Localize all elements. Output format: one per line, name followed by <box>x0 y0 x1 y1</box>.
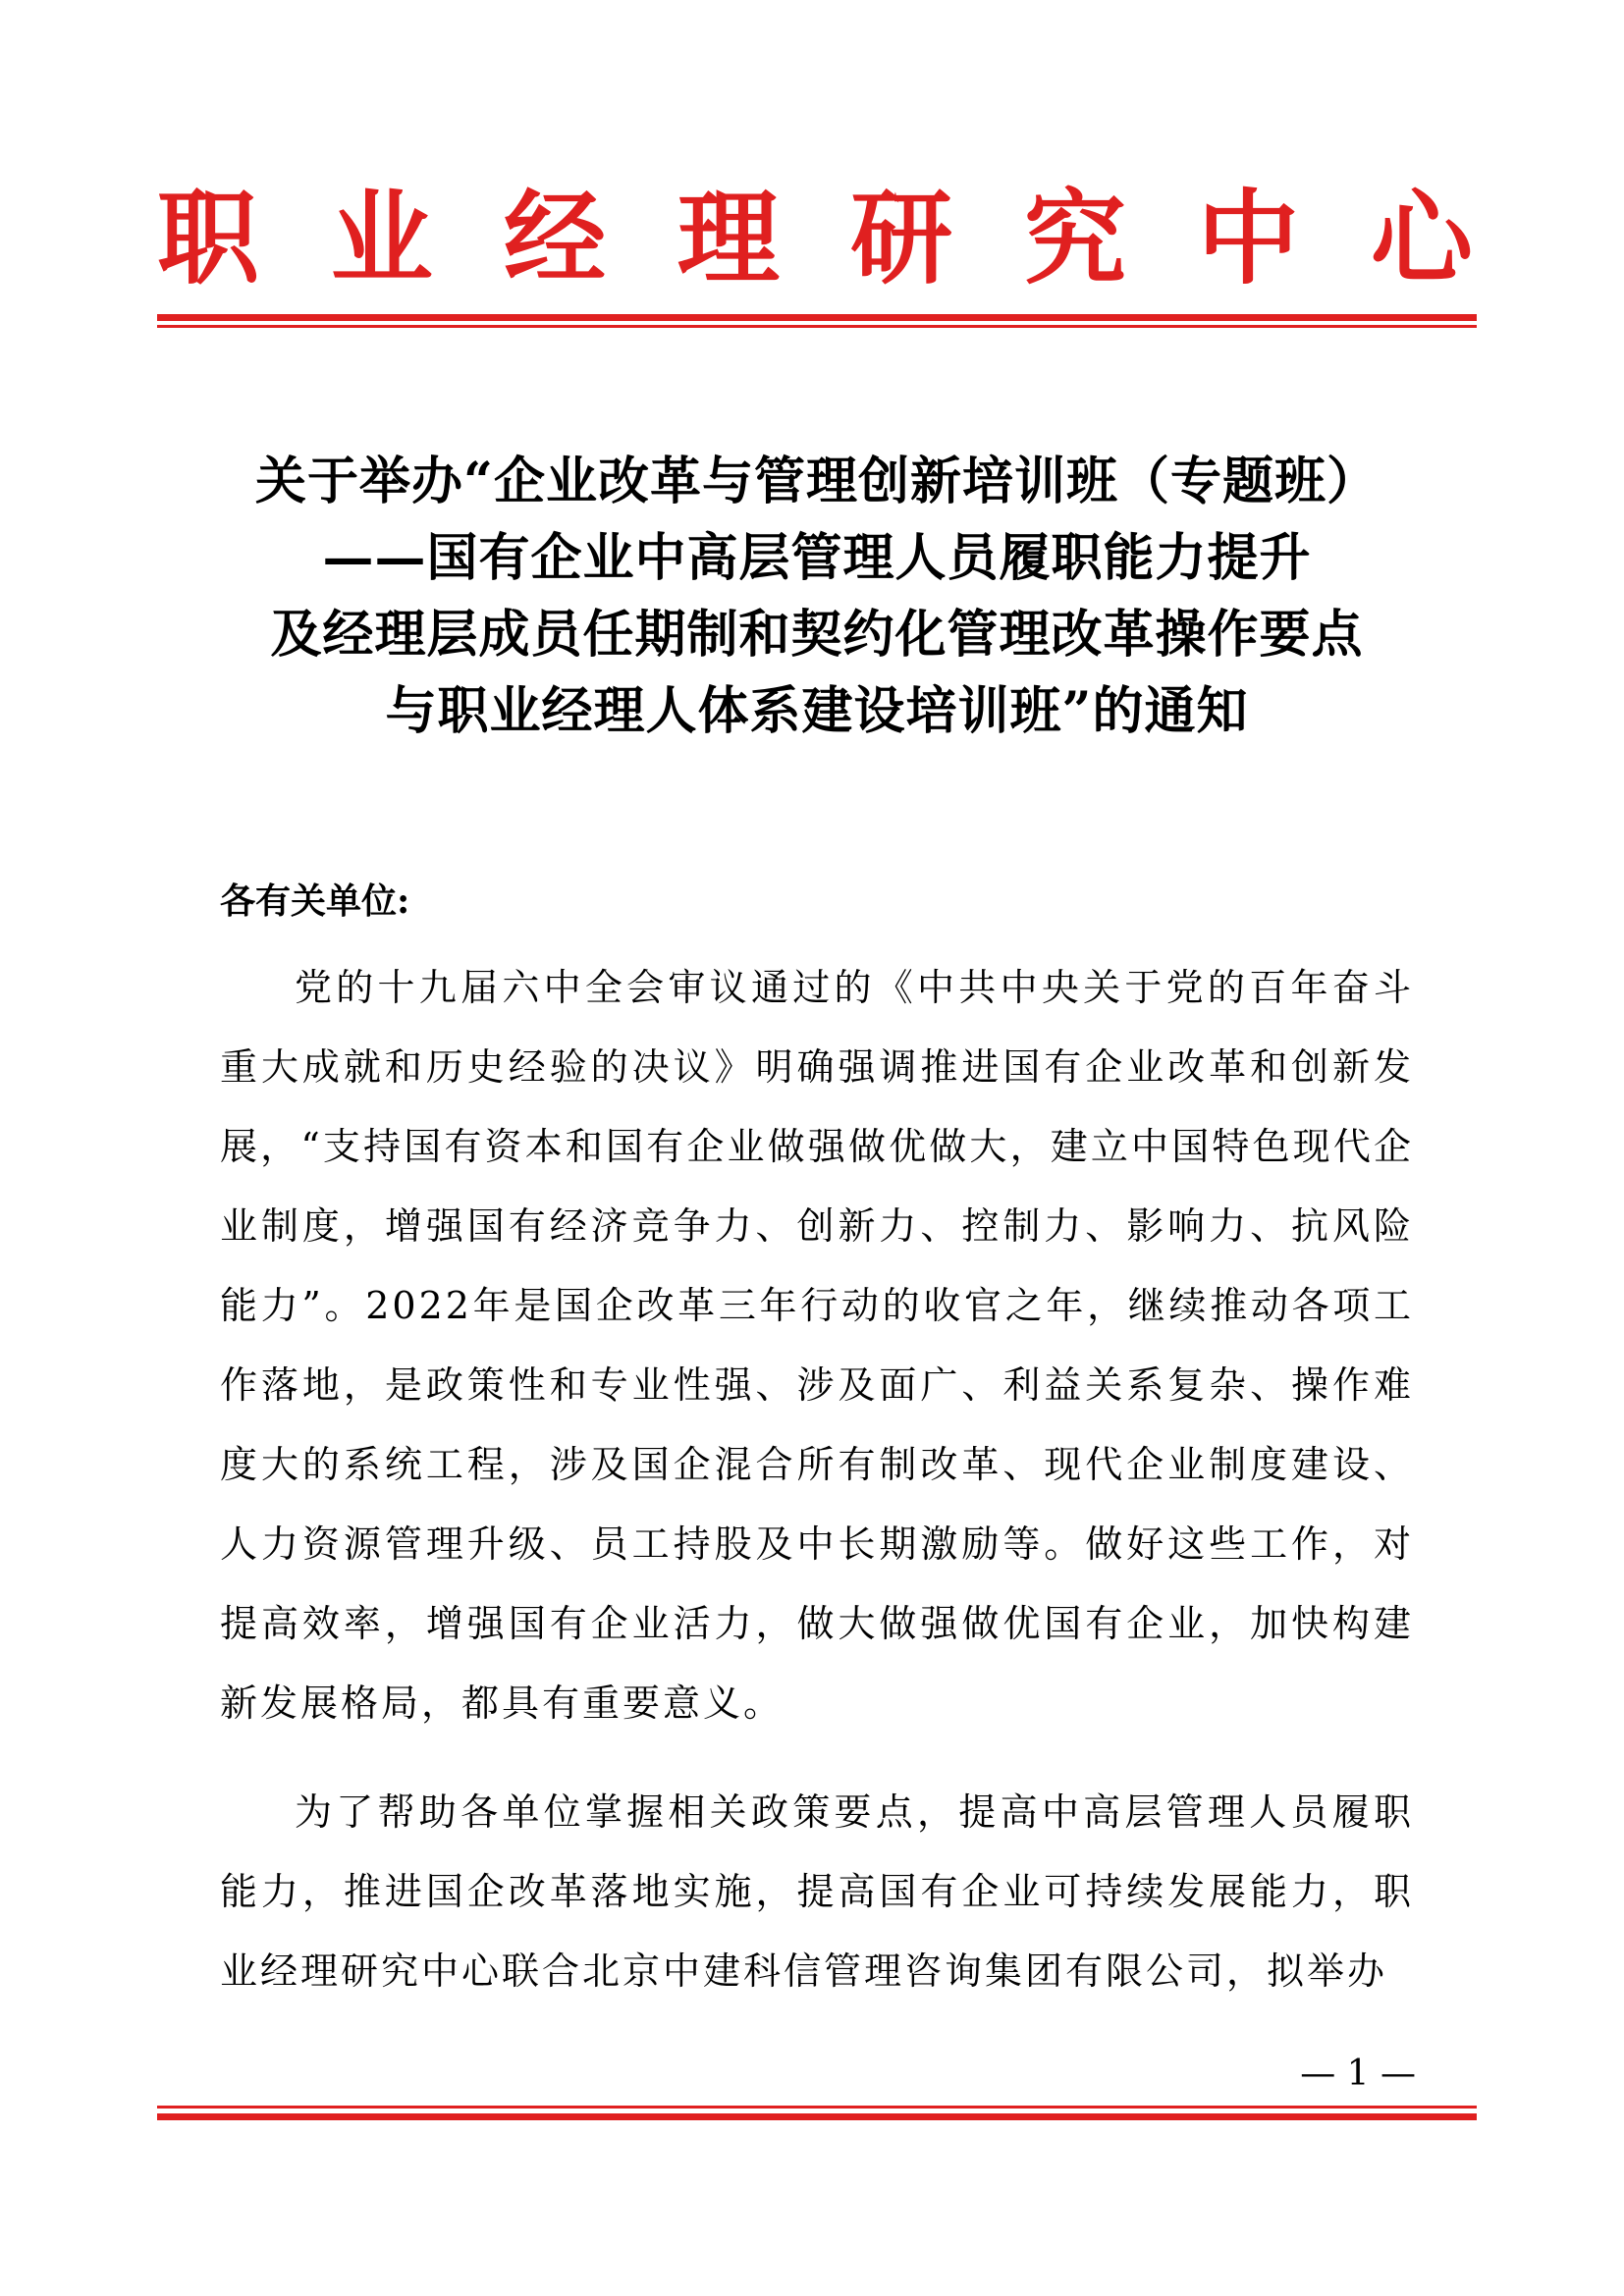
title-line: 与职业经理人体系建设培训班”的通知 <box>385 681 1249 741</box>
masthead-char: 研 <box>850 178 953 298</box>
header-divider-thin <box>157 325 1477 328</box>
masthead-char: 业 <box>330 178 433 298</box>
footer-divider-thick <box>157 2113 1477 2120</box>
body-paragraph: 党的十九届六中全会审议通过的《中共中央关于党的百年奋斗重大成就和历史经验的决议》明确强调推进国有企业改革和创新发展，“支持国有资本和国有企业做强做优做大，建立中国特色现代企业制度，增强国有经济竞争力、创新力、控制力、影响力、抗风险能力”。2022年是国企改革三年行动的收官之年，继续推动各项工作落地，是政策性和专业性强、涉及面广、利益关系复杂、操作难度大的系统工程，涉及国企混合所有制改革、现代企业制度建设、人力资源管理升级、员工持股及中长期激励等。做好这些工作，对提高效率，增强国有企业活力，做大做强做优国有企业，加快构建新发展格局，都具有重要意义。 <box>220 966 1414 1725</box>
title-line: 关于举办“企业改革与管理创新培训班（专题班） <box>255 452 1379 511</box>
masthead-char: 经 <box>504 178 607 298</box>
salutation: 各有关单位: <box>220 881 410 922</box>
document-title <box>157 444 1477 750</box>
title-line: ——国有企业中高层管理人员履职能力提升 <box>322 528 1312 588</box>
masthead-char: 究 <box>1023 178 1126 298</box>
header-divider-thick <box>157 314 1477 321</box>
masthead-org-name <box>157 165 1473 312</box>
page-number: — 1 — <box>1300 2054 1416 2094</box>
masthead-char: 职 <box>157 178 260 298</box>
masthead-char: 理 <box>677 178 780 298</box>
title-line: 及经理层成员任期制和契约化管理改革操作要点 <box>270 605 1364 665</box>
footer-divider-thin <box>157 2106 1477 2109</box>
masthead-char: 中 <box>1197 178 1300 298</box>
body-paragraph: 为了帮助各单位掌握相关政策要点，提高中高层管理人员履职能力，推进国企改革落地实施，提高国有企业可持续发展能力，职业经理研究中心联合北京中建科信管理咨询集团有限公司，拟举办 <box>220 1790 1414 1993</box>
masthead-char: 心 <box>1370 178 1473 298</box>
